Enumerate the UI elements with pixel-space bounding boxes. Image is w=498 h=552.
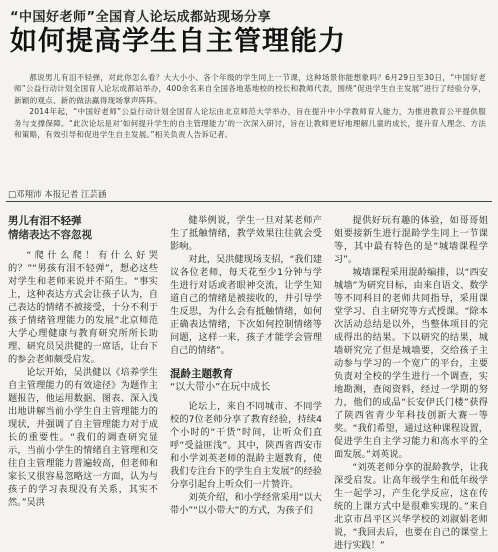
- section-subtitle: 情绪表达不容忽视: [8, 229, 92, 241]
- body-paragraph: 对此，吴洪健现场支招，“我们建议各位老师，每天花至少1分钟与学生进行对话或者眼神交流，让学生知道自己的情绪是被接收的，并引导学生反思，为什么会有抵触情绪，如何正确表达情绪，下次如何控制情绪等问题，这样一来，孩子才能学会管理自己的情绪”。: [170, 254, 322, 356]
- column-1: [8, 214, 158, 509]
- section-title: 男儿有泪不轻弹: [8, 215, 82, 227]
- divider: [6, 201, 492, 202]
- article-intro: [14, 72, 486, 140]
- body-paragraph: 城墙课程采用混龄编排，以“西安城墙”为研究目标，由来自语文、数学等不同科目的老师共同指导，采用课堂学习、自主研究等方式授课。“除本次活动总结是以外，当整体项目的完成得出的结果。下以研究的结果，城墙研究完了但是城墙要，交给孩子主动参与学习的一个宽广的平台，主要负责对全校的学生进行一个调查，实地勘测，查阅资料，经过一学期的努力，他们的成品“长安伊氏门楼”获得了陕西省青少年科技创新大赛一等奖。“我们希望，通过这种课程设置，促进学生自主学习能力和高水平的全面发展。”刘英说。: [334, 267, 488, 460]
- body-paragraph: 健举例说，学生一旦对某老师产生了抵触情绪，教学效果往往就会受影响。: [170, 215, 322, 252]
- column-2: [170, 214, 322, 517]
- byline: □邓翔沛 本报记者 江芸涵: [8, 190, 107, 200]
- body-paragraph: 论坛开始，吴洪健以《培养学生自主管理能力的有效途径》为题作主题报告，他运用数据、图表、深入浅出地讲解当前小学生自主管理能力的现状，并强调了自主管理能力对于成长的重要性。“我们的调查研究显示，当前小学生的情绪自主管理和交往自主管理能力普遍较高，但老师和家长又很容易忽略这一方面，认为与孩子的学习表现没有关系，其实不然。”吴洪: [8, 367, 158, 508]
- body-paragraph: 刘英介绍，和小学经常采用“以大带小”“以小带大”的方式，为孩子们: [170, 492, 322, 516]
- intro-paragraph: 2014年起，“中国好老师”公益行动计划全国育人论坛由北京师范大学举办，旨在提升中小学教师育人能力，为推进教育公平提供服务与支撑保障。“此次论坛是对‘如何提升学生的自主管理能力’的一次深入研讨，旨在让教师更好地理解儿童的成长，提升育人理念、方法和策略，有效引导和促进学生自主发展。”相关负责人告诉记者。: [14, 107, 486, 140]
- section-subtitle: “以大带小”在玩中成长: [170, 382, 271, 393]
- body-paragraph: 提供好玩有趣的体验，如哥哥姐姐要接新生进行混龄学生同上一节课等，其中最有特色的是“城墙课程学习”。: [334, 215, 488, 265]
- article-kicker: “中国好老师”全国育人论坛成都站现场分享: [10, 10, 272, 25]
- section-title: 混龄主题教育: [170, 368, 233, 380]
- column-3: [334, 214, 488, 552]
- body-paragraph: “刘英老师分享的混龄教学，让我深受启发。让高年级学生和低年级学生一起学习，产生化学反应，这在传统的上课方式中是很难实现的。”来自北京市昌平区兴华学校的刘淑娟老师说，“我回去后，也要在自己的课堂上进行实践！”: [334, 462, 488, 551]
- body-paragraph: “爬什么爬！有什么好哭的？”“男孩有泪不轻弹”，想必这些对学生和老师来说并不陌生。“事实上，这种表达方式会让孩子认为，自己表达的情绪不被接受，十分不利于孩子情绪管理能力的发展”北京师范大学心理健康与教育研究所所长助理、研究员吴洪健的一席话，让台下的参会老师颇受启发。: [8, 250, 158, 365]
- intro-paragraph: 都说男儿有泪不轻弹，对此你怎么看？大大小小、各个年级的学生同上一节课，这种场景你能想象吗？6月29日至30日，“中国好老师”公益行动计划全国育人论坛成都站举办，400余名来自全国各地基地校的校长和教师代表，围绕“促进学生自主发展”进行了经验分享，新颖的观点、新的做法赢得现场掌声阵阵。: [14, 73, 486, 105]
- article-headline: 如何提高学生自主管理能力: [10, 26, 346, 57]
- body-paragraph: 论坛上，来自不同城市、不同学校的7位老师分享了教育经验，持续4个小时的“干货”时间，让听众们直呼“受益匪浅”。其中，陕西省西安市和小学刘英老师的混龄主题教育，使我们专注台下的学生自主发展”的经验分享引起台上听众们一片赞许。: [170, 401, 322, 490]
